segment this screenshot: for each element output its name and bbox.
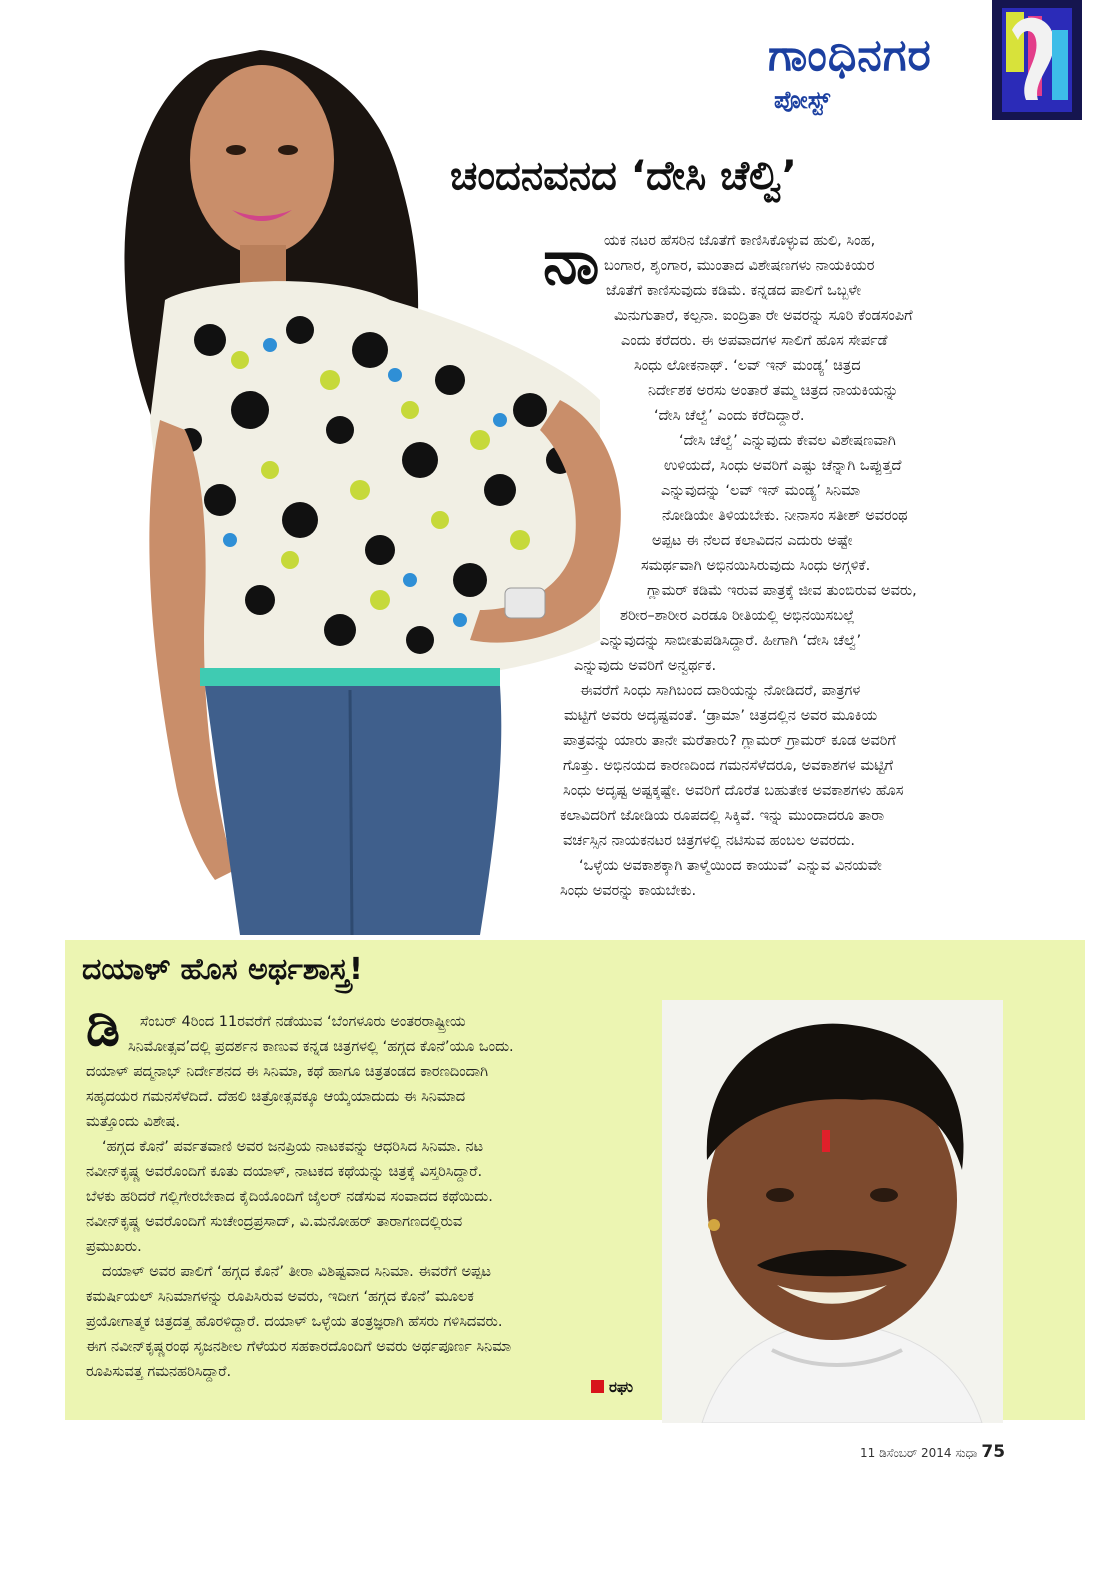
article-line: ಬಂಗಾರ, ಶೃಂಗಾರ, ಮುಂತಾದ ವಿಶೇಷಣಗಳು ನಾಯಕಿಯರ [604,258,875,274]
sidebar-line: ನವೀನ್‌ಕೃಷ್ಣ ಅವರೊಂದಿಗೆ ಸುಚೇಂದ್ರಪ್ರಸಾದ್, ವಿ.ಮನೋಹರ್ ತಾರಾಗಣದಲ್ಲಿರುವ [86,1214,463,1230]
section-logo [992,0,1082,120]
issue-date: 11 ಡಿಸೆಂಬರ್ 2014 [860,1446,952,1460]
sidebar-line: ಸೆಂಬರ್ 4ರಿಂದ 11ರವರೆಗೆ ನಡೆಯುವ ‘ಬೆಂಗಳೂರು ಅಂತರರಾಷ್ಟ್ರೀಯ [140,1014,466,1030]
article-line: ಮಿನುಗುತಾರೆ, ಕಲ್ಪನಾ. ಐಂದ್ರಿತಾ ರೇ ಅವರನ್ನು ಸೂರಿ ಕೆಂಡಸಂಪಿಗೆ [614,308,913,324]
article-line: ಅಪ್ಪಟ ಈ ನೆಲದ ಕಲಾವಿದನ ಎದುರು ಅಷ್ಟೇ [652,533,853,549]
section-subtitle: ಪೋಸ್ಟ್ [774,86,830,114]
sidebar-line: ‘ಹಗ್ಗದ ಕೊನೆ’ ಪರ್ವತವಾಣಿ ಅವರ ಜನಪ್ರಿಯ ನಾಟಕವನ್ನು ಆಧರಿಸಿದ ಸಿನಿಮಾ. ನಟ [102,1139,484,1155]
article-line: ಕಲಾವಿದರಿಗೆ ಜೋಡಿಯ ರೂಪದಲ್ಲಿ ಸಿಕ್ಕಿವೆ. ಇನ್ನು ಮುಂದಾದರೂ ತಾರಾ [560,808,885,824]
article-line: ಶರೀರ–ಶಾರೀರ ಎರಡೂ ರೀತಿಯಲ್ಲಿ ಅಭಿನಯಿಸಬಲ್ಲೆ [620,608,855,624]
dayal-photo [662,1000,1003,1423]
article-line: ಯಕ ನಟರ ಹೆಸರಿನ ಜೊತೆಗೆ ಕಾಣಿಸಿಕೊಳ್ಳುವ ಹುಲಿ, ಸಿಂಹ, [604,233,876,249]
article-line: ನೋಡಿಯೇ ತಿಳಿಯಬೇಕು. ನೀನಾಸಂ ಸತೀಶ್ ಅವರಂಥ [662,508,908,524]
sidebar-line: ದಯಾಳ್ ಪದ್ಮನಾಭ್ ನಿರ್ದೇಶನದ ಈ ಸಿನಿಮಾ, ಕಥೆ ಹಾಗೂ ಚಿತ್ರತಂಡದ ಕಾರಣದಿಂದಾಗಿ [86,1064,489,1080]
sidebar-dropcap: ಡಿ [86,995,121,1058]
sidebar-line: ನವೀನ್‌ಕೃಷ್ಣ ಅವರೊಂದಿಗೆ ಕೂತು ದಯಾಳ್, ನಾಟಕದ ಕಥೆಯನ್ನು ಚಿತ್ರಕ್ಕೆ ವಿಸ್ತರಿಸಿದ್ದಾರೆ. [86,1164,483,1180]
article-line: ಸಮರ್ಥವಾಗಿ ಅಭಿನಯಿಸಿರುವುದು ಸಿಂಧು ಅಗ್ಗಳಿಕೆ. [641,558,871,574]
sidebar-line: ಸಹೃದಯರ ಗಮನಸೆಳೆದಿದೆ. ದೆಹಲಿ ಚಿತ್ರೋತ್ಸವಕ್ಕೂ ಆಯ್ಕೆಯಾದುದು ಈ ಸಿನಿಮಾದ [86,1089,466,1105]
article-line: ಎನ್ನುವುದನ್ನು ಸಾಬೀತುಪಡಿಸಿದ್ದಾರೆ. ಹೀಗಾಗಿ ‘ದೇಸಿ ಚೆಲ್ವೆ’ [600,633,862,649]
article-line: ಜೊತೆಗೆ ಕಾಣಿಸುವುದು ಕಡಿಮೆ. ಕನ್ನಡದ ಪಾಲಿಗೆ ಒಬ್ಬಳೇ [606,283,862,299]
page-footer [860,1442,1005,1462]
article-line: ಈವರೆಗೆ ಸಿಂಧು ಸಾಗಿಬಂದ ದಾರಿಯನ್ನು ನೋಡಿದರೆ, ಪಾತ್ರಗಳ [580,683,861,699]
article-line: ಎನ್ನುವುದನ್ನು ‘ಲವ್ ಇನ್ ಮಂಡ್ಯ’ ಸಿನಿಮಾ [661,483,861,499]
sidebar-line: ಈಗ ನವೀನ್‌ಕೃಷ್ಣರಂಥ ಸೃಜನಶೀಲ ಗೆಳೆಯರ ಸಹಕಾರದೊಂದಿಗೆ ಅವರು ಅರ್ಥಪೂರ್ಣ ಸಿನಿಮಾ [86,1339,512,1355]
sidebar-line: ದಯಾಳ್ ಅವರ ಪಾಲಿಗೆ ‘ಹಗ್ಗದ ಕೊನೆ’ ತೀರಾ ವಿಶಿಷ್ಟವಾದ ಸಿನಿಮಾ. ಈವರೆಗೆ ಅಪ್ಪಟ [102,1264,491,1280]
page-number: 75 [981,1442,1006,1462]
article-dropcap: ನಾ [543,225,600,298]
article-line: ‘ದೇಸಿ ಚೆಲ್ವೆ’ ಎನ್ನುವುದು ಕೇವಲ ವಿಶೇಷಣವಾಗಿ [679,433,896,449]
article-line: ನಿರ್ದೇಶಕ ಅರಸು ಅಂತಾರೆ ತಮ್ಮ ಚಿತ್ರದ ನಾಯಕಿಯನ್ನು [648,383,899,399]
sidebar-line: ಪ್ರಮುಖರು. [86,1239,142,1255]
magazine-name: ಸುಧಾ [955,1446,978,1460]
article-headline: ಚಂದನವನದ ‘ದೇಸಿ ಚೆಲ್ವಿ’ [450,153,797,199]
article-line: ಎಂದು ಕರೆದರು. ಈ ಅಪವಾದಗಳ ಸಾಲಿಗೆ ಹೊಸ ಸೇರ್ಪಡೆ [621,333,888,349]
article-line: ‘ಒಳ್ಳೆಯ ಅವಕಾಶಕ್ಕಾಗಿ ತಾಳ್ಮೆಯಿಂದ ಕಾಯುವೆ’ ಎನ್ನುವ ವಿನಯವೇ [579,858,882,874]
section-header [768,30,988,120]
article-line: ಸಿಂಧು ಅವರನ್ನು ಕಾಯಬೇಕು. [560,883,697,899]
sidebar-line: ಸಿನಿಮೋತ್ಸವ’ದಲ್ಲಿ ಪ್ರದರ್ಶನ ಕಾಣುವ ಕನ್ನಡ ಚಿತ್ರಗಳಲ್ಲಿ ‘ಹಗ್ಗದ ಕೊನೆ’ಯೂ ಒಂದು. [128,1039,514,1055]
article-line: ಪಾತ್ರವನ್ನು ಯಾರು ತಾನೇ ಮರೆತಾರು? ಗ್ಲಾಮರ್ ಗ್ರಾಮರ್ ಕೂಡ ಅವರಿಗೆ [563,733,896,749]
article-line: ಗೊತ್ತು. ಅಭಿನಯದ ಕಾರಣದಿಂದ ಗಮನಸೆಳೆದರೂ, ಅವಕಾಶಗಳ ಮಟ್ಟಿಗೆ [563,758,894,774]
article-line: ಸಿಂಧು ಲೋಕನಾಥ್. ‘ಲವ್ ಇನ್ ಮಂಡ್ಯ’ ಚಿತ್ರದ [634,358,861,374]
article-line: ‘ದೇಸಿ ಚೆಲ್ವೆ’ ಎಂದು ಕರೆದಿದ್ದಾರೆ. [654,408,805,424]
article-line: ಎನ್ನುವುದು ಅವರಿಗೆ ಅನ್ವರ್ಥಕ. [574,658,717,674]
author-marker-icon [591,1380,604,1393]
sidebar-line: ಕಮರ್ಷಿಯಲ್ ಸಿನಿಮಾಗಳನ್ನು ರೂಪಿಸಿರುವ ಅವರು, ಇದೀಗ ‘ಹಗ್ಗದ ಕೊನೆ’ ಮೂಲಕ [86,1289,474,1305]
sidebar-line: ಬೆಳಕು ಹರಿದರೆ ಗಲ್ಲಿಗೇರಬೇಕಾದ ಕೈದಿಯೊಂದಿಗೆ ಜೈಲರ್ ನಡೆಸುವ ಸಂವಾದದ ಕಥೆಯಿದು. [86,1189,493,1205]
article-line: ಉಳಿಯದೆ, ಸಿಂಧು ಅವರಿಗೆ ಎಷ್ಟು ಚೆನ್ನಾಗಿ ಒಪ್ಪುತ್ತದೆ [664,458,902,474]
sidebar-line: ಪ್ರಯೋಗಾತ್ಮಕ ಚಿತ್ರದತ್ತ ಹೊರಳಿದ್ದಾರೆ. ದಯಾಳ್ ಒಳ್ಳೆಯ ತಂತ್ರಜ್ಞರಾಗಿ ಹೆಸರು ಗಳಿಸಿದವರು. [86,1314,503,1330]
article-line: ಸಿಂಧು ಅದೃಷ್ಟ ಅಷ್ಟಕ್ಕಷ್ಟೇ. ಅವರಿಗೆ ದೊರೆತ ಬಹುತೇಕ ಅವಕಾಶಗಳು ಹೊಸ [563,783,904,799]
section-title: ಗಾಂಧಿನಗರ [768,30,932,81]
author-name: ರಘು [609,1378,633,1396]
article-line: ವರ್ಚಸ್ಸಿನ ನಾಯಕನಟರ ಚಿತ್ರಗಳಲ್ಲಿ ನಟಿಸುವ ಹಂಬಲ ಅವರದು. [563,833,856,849]
article-line: ಮಟ್ಟಿಗೆ ಅವರು ಅದೃಷ್ಟವಂತೆ. ‘ಡ್ರಾಮಾ’ ಚಿತ್ರದಲ್ಲಿನ ಅವರ ಮೂಕಿಯ [564,708,878,724]
article-line: ಗ್ಲಾಮರ್ ಕಡಿಮೆ ಇರುವ ಪಾತ್ರಕ್ಕೆ ಜೀವ ತುಂಬಿರುವ ಅವರು, [647,583,917,599]
sidebar-line: ರೂಪಿಸುವತ್ತ ಗಮನಹರಿಸಿದ್ದಾರೆ. [86,1364,232,1380]
sidebar-headline: ದಯಾಳ್ ಹೊಸ ಅರ್ಥಶಾಸ್ತ್ರ! [82,952,363,987]
sidebar-line: ಮತ್ತೊಂದು ವಿಶೇಷ. [86,1114,181,1130]
author-credit [591,1378,633,1396]
